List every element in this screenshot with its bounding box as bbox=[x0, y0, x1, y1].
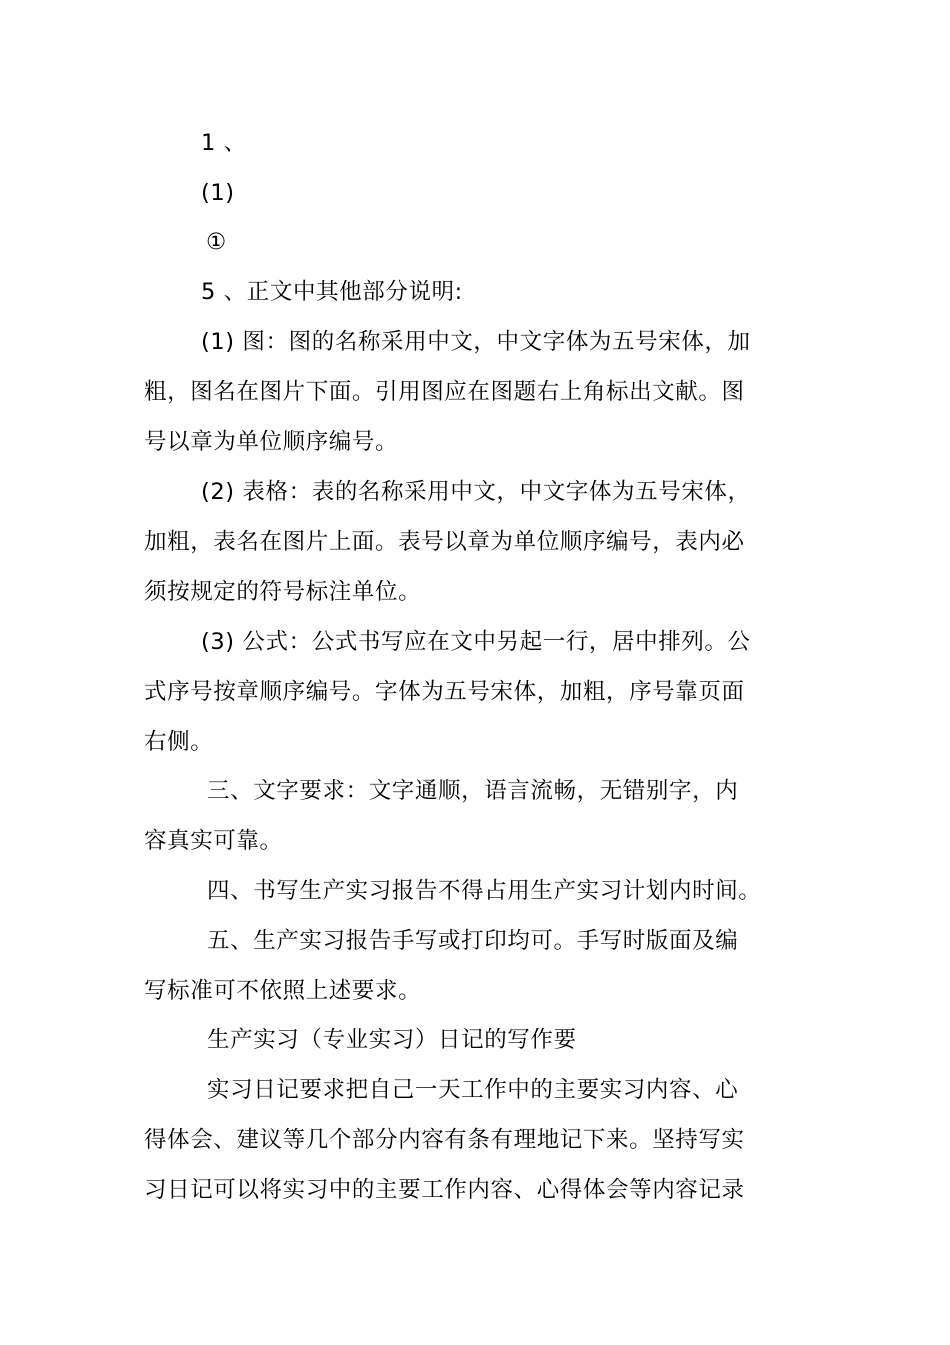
paragraph-tables-line-1: (2) 表格：表的名称采用中文，中文字体为五号宋体， bbox=[201, 479, 751, 505]
paragraph-figures-line-3: 号以章为单位顺序编号。 bbox=[144, 429, 399, 455]
circled-number-1: ① bbox=[206, 229, 227, 255]
diary-section-heading: 生产实习（专业实习）日记的写作要 bbox=[207, 1027, 577, 1053]
paragraph-tables-line-3: 须按规定的符号标注单位。 bbox=[144, 579, 422, 605]
heading-number-1: 1 、 bbox=[201, 130, 247, 156]
paragraph-diary-line-1: 实习日记要求把自己一天工作中的主要实习内容、心 bbox=[207, 1077, 739, 1103]
section-5-heading: 5 、正文中其他部分说明: bbox=[201, 279, 463, 305]
paragraph-format-line-2: 写标准可不依照上述要求。 bbox=[144, 978, 422, 1004]
paragraph-figures-line-1: (1) 图：图的名称采用中文，中文字体为五号宋体，加 bbox=[201, 329, 751, 355]
subheading-number-1: (1) bbox=[201, 180, 235, 206]
paragraph-diary-line-3: 习日记可以将实习中的主要工作内容、心得体会等内容记录 bbox=[144, 1177, 745, 1203]
paragraph-text-requirements-line-1: 三、文字要求：文字通顺，语言流畅，无错别字，内 bbox=[207, 778, 739, 804]
paragraph-diary-line-2: 得体会、建议等几个部分内容有条有理地记下来。坚持写实 bbox=[144, 1127, 745, 1153]
paragraph-formulas-line-1: (3) 公式：公式书写应在文中另起一行，居中排列。公 bbox=[201, 629, 751, 655]
paragraph-text-requirements-line-2: 容真实可靠。 bbox=[144, 828, 283, 854]
paragraph-figures-line-2: 粗，图名在图片下面。引用图应在图题右上角标出文献。图 bbox=[144, 379, 745, 405]
paragraph-formulas-line-2: 式序号按章顺序编号。字体为五号宋体，加粗，序号靠页面 bbox=[144, 679, 745, 705]
paragraph-time-requirement: 四、书写生产实习报告不得占用生产实习计划内时间。 bbox=[207, 878, 762, 904]
paragraph-formulas-line-3: 右侧。 bbox=[144, 729, 214, 755]
paragraph-tables-line-2: 加粗，表名在图片上面。表号以章为单位顺序编号，表内必 bbox=[144, 529, 745, 555]
paragraph-format-line-1: 五、生产实习报告手写或打印均可。手写时版面及编 bbox=[207, 928, 739, 954]
